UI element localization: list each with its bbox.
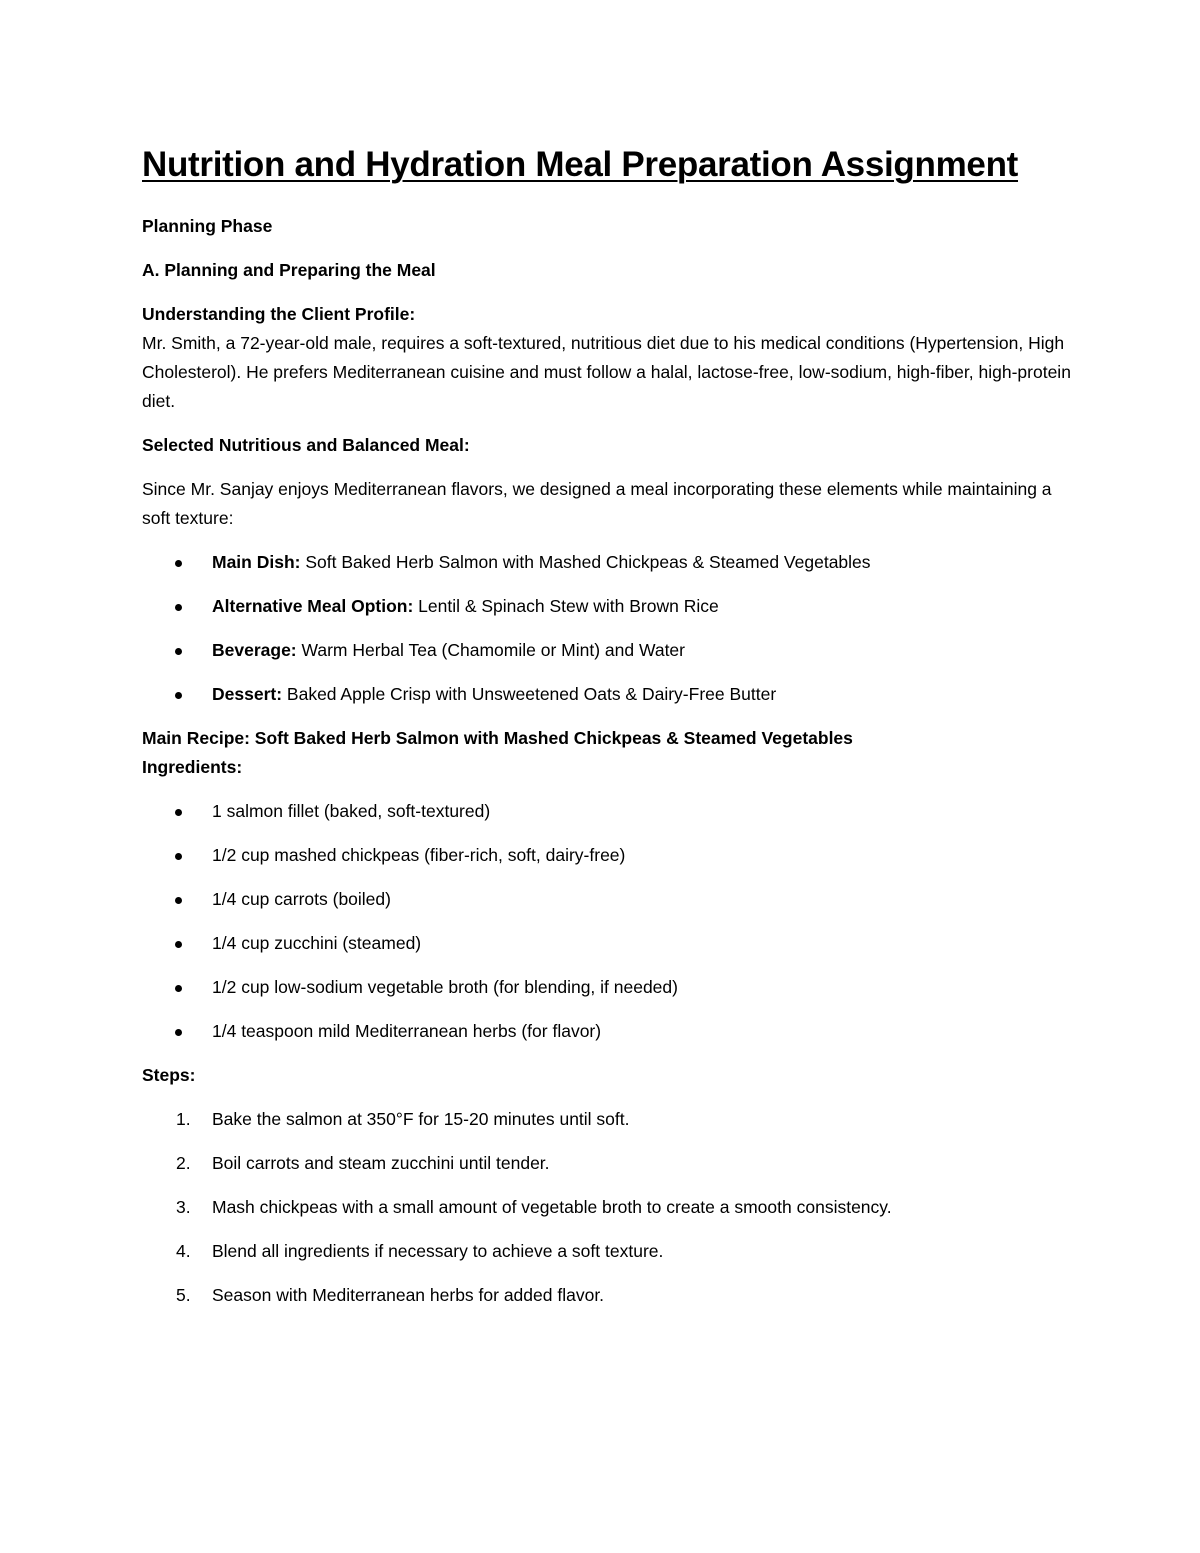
meal-text: Soft Baked Herb Salmon with Mashed Chickpeas & Steamed Vegetables	[300, 552, 871, 572]
step-number: 2.	[176, 1153, 191, 1173]
meal-label: Dessert:	[212, 684, 283, 704]
list-item	[142, 636, 1072, 665]
meal-text: Warm Herbal Tea (Chamomile or Mint) and Water	[296, 640, 685, 660]
list-item	[142, 1281, 1072, 1310]
list-item	[142, 841, 1072, 870]
list-item	[142, 797, 1072, 826]
list-item	[142, 548, 1072, 577]
bullet-icon	[175, 692, 182, 699]
list-item	[142, 885, 1072, 914]
ingredients-heading: Ingredients:	[142, 757, 243, 777]
step-number: 3.	[176, 1197, 191, 1217]
document-title: Nutrition and Hydration Meal Preparation Assignment	[142, 145, 1019, 184]
meal-label: Main Dish:	[212, 552, 301, 572]
step-text: Boil carrots and steam zucchini until tender.	[212, 1153, 550, 1173]
ingredient-text: 1/2 cup mashed chickpeas (fiber-rich, soft, dairy-free)	[212, 845, 626, 865]
ingredient-text: 1 salmon fillet (baked, soft-textured)	[212, 801, 491, 821]
bullet-icon	[175, 604, 182, 611]
list-item	[142, 1105, 1072, 1134]
step-text: Bake the salmon at 350°F for 15-20 minutes until soft.	[212, 1109, 630, 1129]
list-item	[142, 1237, 1072, 1266]
step-number: 1.	[176, 1109, 191, 1129]
recipe-heading: Main Recipe: Soft Baked Herb Salmon with Mashed Chickpeas & Steamed Vegetables	[142, 728, 853, 748]
meal-label: Alternative Meal Option:	[212, 596, 414, 616]
bullet-icon	[175, 941, 182, 948]
bullet-icon	[175, 853, 182, 860]
selected-meal-heading: Selected Nutritious and Balanced Meal:	[142, 435, 470, 455]
ingredient-text: 1/4 cup carrots (boiled)	[212, 889, 391, 909]
bullet-icon	[175, 648, 182, 655]
client-profile-text: Mr. Smith, a 72-year-old male, requires a soft-textured, nutritious diet due to his medical conditions (Hypertension, High Cholesterol). He prefers Mediterranean cuisine and must follow a halal, lactose-free, low-sodium, high-fiber, high-protein diet.	[142, 333, 1071, 411]
list-item	[142, 1149, 1072, 1178]
step-number: 4.	[176, 1241, 191, 1261]
step-text: Blend all ingredients if necessary to achieve a soft texture.	[212, 1241, 664, 1261]
meal-label: Beverage:	[212, 640, 297, 660]
ingredient-text: 1/4 cup zucchini (steamed)	[212, 933, 422, 953]
ingredient-text: 1/4 teaspoon mild Mediterranean herbs (for flavor)	[212, 1021, 602, 1041]
step-text: Mash chickpeas with a small amount of vegetable broth to create a smooth consistency.	[212, 1197, 892, 1217]
ingredient-text: 1/2 cup low-sodium vegetable broth (for blending, if needed)	[212, 977, 678, 997]
step-text: Season with Mediterranean herbs for added flavor.	[212, 1285, 605, 1305]
list-item	[142, 1017, 1072, 1046]
meal-text: Lentil & Spinach Stew with Brown Rice	[413, 596, 719, 616]
steps-heading: Steps:	[142, 1065, 196, 1085]
steps-list	[142, 1105, 1072, 1310]
client-profile-heading: Understanding the Client Profile:	[142, 304, 416, 324]
section-a-heading: A. Planning and Preparing the Meal	[142, 260, 436, 280]
document-page	[142, 140, 1072, 1325]
list-item	[142, 1193, 1072, 1222]
bullet-icon	[175, 985, 182, 992]
bullet-icon	[175, 809, 182, 816]
selected-meal-intro: Since Mr. Sanjay enjoys Mediterranean flavors, we designed a meal incorporating these elements while maintaining a soft texture:	[142, 479, 1052, 528]
list-item	[142, 592, 1072, 621]
list-item	[142, 929, 1072, 958]
meal-text: Baked Apple Crisp with Unsweetened Oats & Dairy-Free Butter	[282, 684, 777, 704]
list-item	[142, 973, 1072, 1002]
bullet-icon	[175, 1029, 182, 1036]
list-item	[142, 680, 1072, 709]
meal-list	[142, 548, 1072, 709]
bullet-icon	[175, 560, 182, 567]
step-number: 5.	[176, 1285, 191, 1305]
planning-phase-heading: Planning Phase	[142, 216, 273, 236]
bullet-icon	[175, 897, 182, 904]
ingredients-list	[142, 797, 1072, 1046]
